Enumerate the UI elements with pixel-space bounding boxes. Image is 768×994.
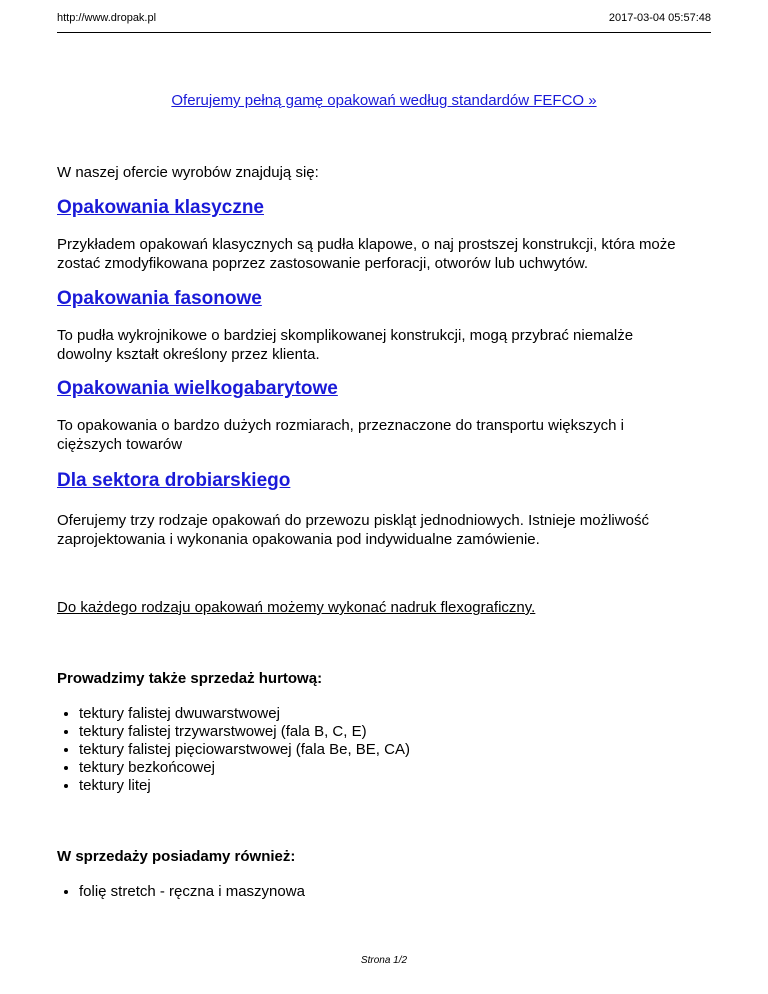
section-text-drobiarskiego: Oferujemy trzy rodzaje opakowań do przewozu piskląt jednodniowych. Istnieje możliwość zaprojektowania i wykonania opakowania pod indywidualne zamówienie.	[57, 512, 649, 548]
section-title-klasyczne	[57, 197, 711, 219]
wholesale-heading: Prowadzimy także sprzedaż hurtową:	[57, 670, 323, 687]
section-link-wielkogabarytowe[interactable]: Opakowania wielkogabarytowe	[57, 378, 338, 399]
list-item: • tektury falistej dwuwarstwowej	[79, 705, 711, 723]
section-link-drobiarskiego[interactable]: Dla sektora drobiarskiego	[57, 470, 291, 491]
header-timestamp: 2017-03-04 05:57:48	[608, 12, 711, 24]
page-number: Strona 1/2	[360, 955, 408, 966]
list-item: • folię stretch - ręczna i maszynowa	[79, 883, 711, 901]
section-text-fasonowe: To pudła wykrojnikowe o bardziej skomplikowanej konstrukcji, mogą przybrać niemalże dowolny kształt określony przez klienta.	[57, 327, 634, 363]
fefco-link[interactable]: Oferujemy pełną gamę opakowań według standardów FEFCO »	[171, 92, 597, 109]
section-text-wielkogabarytowe: To opakowania o bardzo dużych rozmiarach, przeznaczone do transportu większych i cięższych towarów	[57, 417, 624, 453]
list-item: • tektury falistej pięciowarstwowej (fala Be, BE, CA)	[79, 741, 711, 759]
flexo-note-link[interactable]: Do każdego rodzaju opakowań możemy wykonać nadruk flexograficzny.	[57, 599, 536, 616]
also-sold-heading: W sprzedaży posiadamy również:	[57, 848, 296, 865]
section-title-wielkogabarytowe	[57, 378, 711, 400]
section-link-fasonowe[interactable]: Opakowania fasonowe	[57, 288, 262, 309]
list-item: • tektury bezkońcowej	[79, 759, 711, 777]
section-title-fasonowe	[57, 288, 711, 310]
list-item: • tektury litej	[79, 777, 711, 795]
list-item: • tektury falistej trzywarstwowej (fala B, C, E)	[79, 723, 711, 741]
also-sold-list	[57, 883, 711, 901]
flexo-note-row	[57, 598, 711, 617]
page-footer	[0, 955, 768, 966]
intro-text: W naszej ofercie wyrobów znajdują się:	[57, 164, 319, 181]
section-link-klasyczne[interactable]: Opakowania klasyczne	[57, 197, 264, 218]
section-title-drobiarskiego	[57, 470, 711, 492]
fefco-link-row	[57, 91, 711, 110]
wholesale-list	[57, 705, 711, 795]
page-header	[57, 12, 711, 33]
header-url[interactable]: http://www.dropak.pl	[57, 12, 157, 24]
section-text-klasyczne: Przykładem opakowań klasycznych są pudła klapowe, o naj prostszej konstrukcji, która może zostać zmodyfikowana poprzez zastosowanie perforacji, otworów lub uchwytów.	[57, 236, 676, 272]
